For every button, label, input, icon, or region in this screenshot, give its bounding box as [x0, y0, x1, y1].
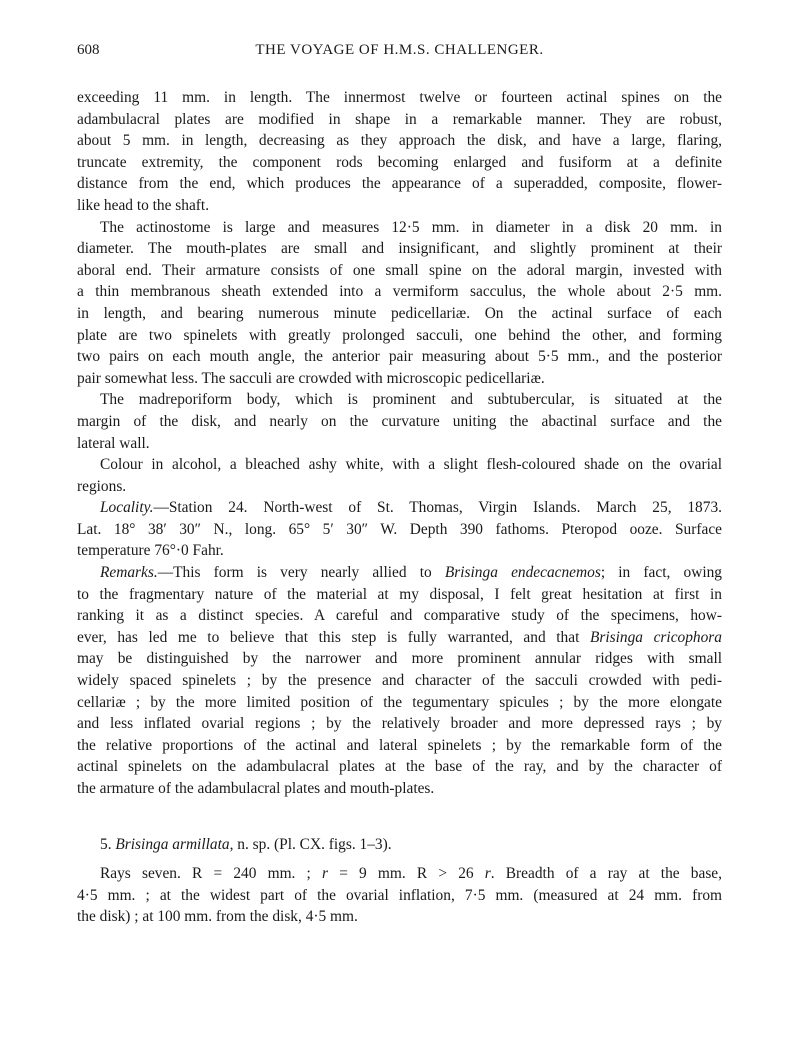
- text-line: [77, 540, 722, 562]
- text-segment: regions.: [77, 477, 127, 495]
- text-line: [77, 238, 722, 260]
- text-segment: truncate extremity, the component rods becoming enlarged and fusiform at a definite: [77, 153, 722, 171]
- text-line: [77, 906, 722, 928]
- text-line: [77, 605, 722, 627]
- text-segment: . Breadth of a ray at the base,: [490, 865, 722, 883]
- text-segment: widely spaced spinelets ; by the presence and character of the sacculi crowded with pedi-: [77, 672, 722, 690]
- text-segment: and less inflated ovarial regions ; by the relatively broader and more depressed rays ; by: [77, 715, 722, 733]
- italic-text: r: [322, 865, 329, 883]
- text-segment: exceeding 11 mm. in length. The innermost twelve or fourteen actinal spines on the: [77, 89, 722, 106]
- text-segment: ever, has led me to believe that this step is fully warranted, and that: [77, 628, 590, 646]
- text-line: [77, 885, 722, 907]
- text-line: [77, 692, 722, 714]
- text-line: [77, 562, 722, 584]
- text-segment: actinal spinelets on the adambulacral plates at the base of the ray, and by the character of: [77, 758, 722, 776]
- paragraph: [77, 389, 722, 454]
- text-segment: a thin membranous sheath extended into a vermiform sacculus, the whole about 2·5 mm.: [77, 283, 722, 301]
- text-segment: to the fragmentary nature of the material at my disposal, I felt great hesitation at first in: [77, 585, 722, 603]
- text-segment: = 9 mm. R > 26: [328, 865, 485, 883]
- text-line: [77, 863, 722, 885]
- text-line: [77, 173, 722, 195]
- text-line: [77, 476, 722, 498]
- text-segment: Rays seven. R = 240 mm. ;: [100, 865, 323, 883]
- text-line: [77, 346, 722, 368]
- section-gap: [77, 855, 722, 863]
- text-line: [77, 519, 722, 541]
- text-segment: —This form is very nearly allied to: [157, 564, 445, 582]
- italic-text: Brisinga cricophora: [589, 628, 722, 646]
- text-line: [77, 130, 722, 152]
- text-line: [77, 648, 722, 670]
- text-line: [77, 497, 722, 519]
- text-segment: Colour in alcohol, a bleached ashy white, with a slight flesh-coloured shade on the ovarial: [100, 456, 722, 474]
- text-segment: the relative proportions of the actinal and lateral spinelets ; by the remarkable form of the: [77, 736, 722, 754]
- text-segment: distance from the end, which produces the appearance of a superadded, composite, flower-: [77, 175, 722, 193]
- text-line: [77, 281, 722, 303]
- text-segment: The actinostome is large and measures 12·5 mm. in diameter in a disk 20 mm. in: [100, 218, 722, 236]
- text-line: [77, 834, 722, 856]
- paragraph: [77, 454, 722, 497]
- text-line: [77, 87, 722, 109]
- text-line: [77, 756, 722, 778]
- text-segment: temperature 76°·0 Fahr.: [77, 542, 224, 560]
- text-segment: the disk) ; at 100 mm. from the disk, 4·5 mm.: [77, 908, 358, 926]
- text-segment: —Station 24. North-west of St. Thomas, Virgin Islands. March 25, 1873.: [153, 499, 722, 517]
- text-line: [77, 217, 722, 239]
- text-segment: aboral end. Their armature consists of one small spine on the adoral margin, invested with: [77, 261, 722, 279]
- italic-text: Locality.: [100, 499, 154, 517]
- paragraph: [77, 497, 722, 562]
- text-line: [77, 670, 722, 692]
- text-line: [77, 368, 722, 390]
- paragraph: [77, 217, 722, 390]
- italic-text: r: [484, 865, 491, 883]
- text-line: [77, 454, 722, 476]
- text-line: [77, 778, 722, 800]
- text-segment: about 5 mm. in length, decreasing as they approach the disk, and have a large, flaring,: [77, 132, 722, 150]
- text-segment: may be distinguished by the narrower and more prominent annular ridges with small: [77, 650, 722, 668]
- italic-text: Brisinga endecacnemos: [444, 564, 601, 582]
- text-line: [77, 109, 722, 131]
- text-line: [77, 584, 722, 606]
- text-segment: like head to the shaft.: [77, 196, 210, 214]
- text-line: [77, 152, 722, 174]
- text-segment: , n. sp. (Pl. CX. figs. 1–3).: [229, 835, 392, 853]
- text-segment: cellariæ ; by the more limited position of the tegumentary spicules ; by the more elongate: [77, 693, 722, 711]
- text-line: [77, 735, 722, 757]
- running-title: THE VOYAGE OF H.M.S. CHALLENGER.: [255, 42, 544, 58]
- text-line: [77, 195, 722, 217]
- text-segment: the armature of the adambulacral plates and mouth-plates.: [77, 780, 435, 797]
- text-line: [77, 433, 722, 455]
- text-line: [77, 260, 722, 282]
- text-segment: in length, and bearing numerous minute pedicellariæ. On the actinal surface of each: [77, 304, 722, 322]
- page-body: [77, 87, 722, 928]
- page-number: 608: [77, 42, 100, 58]
- text-segment: margin of the disk, and nearly on the curvature uniting the abactinal surface and the: [77, 412, 722, 430]
- italic-text: Remarks.: [100, 564, 158, 582]
- paragraph: [77, 87, 722, 217]
- text-segment: adambulacral plates are modified in shape in a remarkable manner. They are robust,: [77, 110, 722, 128]
- text-line: [77, 389, 722, 411]
- text-line: [77, 303, 722, 325]
- paragraph: [77, 562, 722, 800]
- text-segment: lateral wall.: [77, 434, 150, 452]
- section-heading: [77, 834, 722, 856]
- text-line: [77, 627, 722, 649]
- text-line: [77, 713, 722, 735]
- text-segment: 4·5 mm. ; at the widest part of the ovarial inflation, 7·5 mm. (measured at 24 mm. from: [77, 886, 722, 904]
- text-segment: The madreporiform body, which is prominent and subtubercular, is situated at the: [100, 391, 722, 409]
- text-segment: ; in fact, owing: [600, 564, 722, 582]
- text-line: [77, 325, 722, 347]
- text-segment: Lat. 18° 38′ 30″ N., long. 65° 5′ 30″ W. Depth 390 fathoms. Pteropod ooze. Surface: [77, 520, 722, 538]
- text-segment: 5.: [100, 835, 116, 853]
- text-line: [77, 411, 722, 433]
- text-segment: two pairs on each mouth angle, the anterior pair measuring about 5·5 mm., and the posterior: [77, 348, 722, 366]
- paragraph: [77, 863, 722, 928]
- text-segment: plate are two spinelets with greatly prolonged sacculi, one behind the other, and forming: [77, 326, 722, 344]
- text-segment: ranking it as a distinct species. A careful and comparative study of the specimens, how-: [77, 607, 722, 625]
- text-segment: diameter. The mouth-plates are small and insignificant, and slightly prominent at their: [77, 240, 722, 258]
- italic-text: Brisinga armillata: [115, 835, 230, 853]
- text-segment: pair somewhat less. The sacculi are crowded with microscopic pedicellariæ.: [77, 369, 545, 387]
- section-gap: [77, 800, 722, 834]
